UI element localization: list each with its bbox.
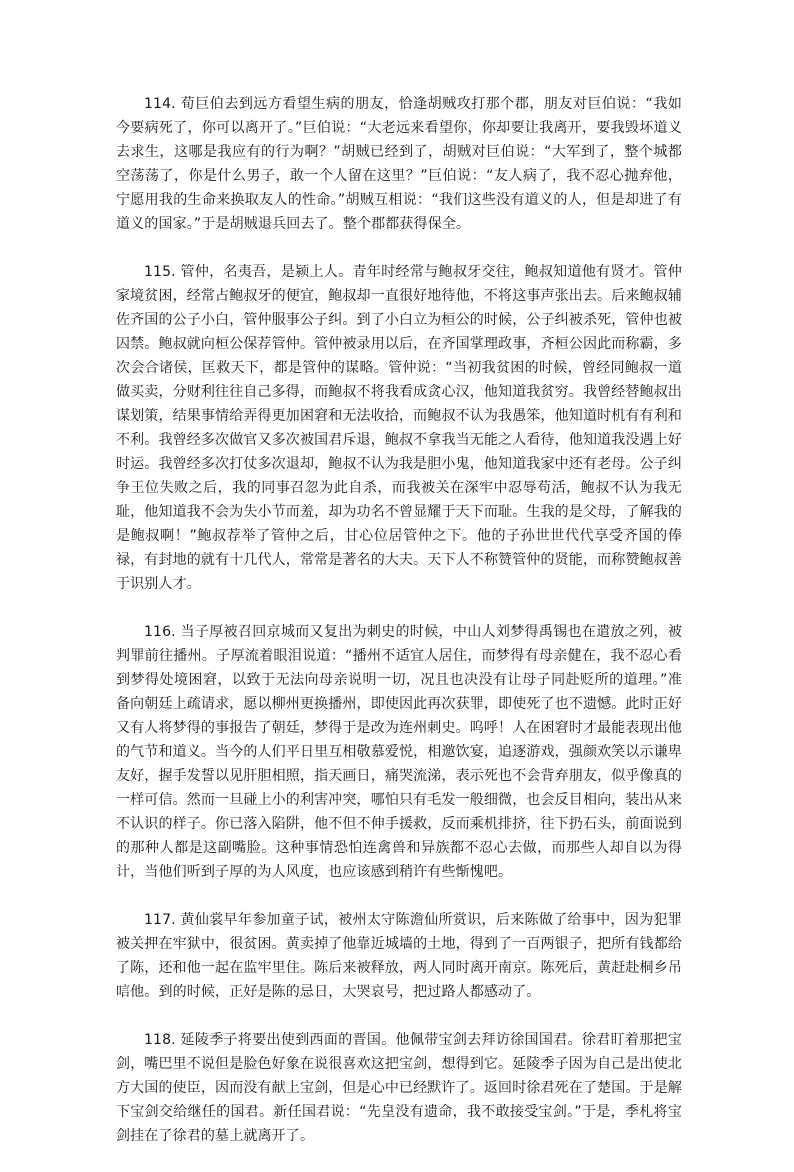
paragraph-116: 116. 当子厚被召回京城而又复出为刺史的时候，中山人刘梦得禹锡也在遣放之列，被判罪前往播州。子厚流着眼泪说道：“播州不适宜人居住，而梦得有母亲健在，我不忍心看到梦得处境困窘，以致于无法向母亲说明一切，况且也决没有让母子同赴贬所的道理。”准备向朝廷上疏请求，愿以柳州更换播州，即使因此再次获罪，即使死了也不遗憾。此时正好又有人将梦得的事报告了朝廷，梦得于是改为连州刺史。呜呼！人在困窘时才最能表现出他的气节和道义。当今的人们平日里互相敬慕爱悦，相邀饮宴，追逐游戏，强颜欢笑以示谦卑友好，握手发誓以见肝胆相照，指天画日，痛哭流涕，表示死也不会背弃朋友，似乎像真的一样可信。然而一旦碰上小的利害冲突，哪怕只有毛发一般细微，也会反目相向，装出从来不认识的样子。你已落入陷阱，他不但不伸手援救，反而乘机排挤，往下扔石头，前面说到的那种人都是这副嘴脸。这种事情恐怕连禽兽和异族都不忍心去做，而那些人却自以为得计，当他们听到子厚的为人风度，也应该感到稍许有些惭愧吧。: [116, 624, 682, 880]
document-body: [116, 92, 682, 1172]
paragraph-115: 115. 管仲，名夷吾，是颍上人。青年时经常与鲍叔牙交往，鲍叔知道他有贤才。管仲家境贫困，经常占鲍叔牙的便宜，鲍叔却一直很好地待他，不将这事声张出去。后来鲍叔辅佐齐国的公子小白，管仲服事公子纠。到了小白立为桓公的时候，公子纠被杀死，管仲也被囚禁。鲍叔就向桓公保荐管仲。管仲被录用以后，在齐国掌理政事，齐桓公因此而称霸，多次会合诸侯，匡救天下，都是管仲的谋略。管仲说：“当初我贫困的时候，曾经同鲍叔一道做买卖，分财利往往自己多得，而鲍叔不将我看成贪心汉，他知道我贫穷。我曾经替鲍叔出谋划策，结果事情给弄得更加困窘和无法收拾，而鲍叔不认为我愚笨，他知道时机有有利和不利。我曾经多次做官又多次被国君斥退，鲍叔不拿我当无能之人看待，他知道我没遇上好时运。我曾经多次打仗多次退却，鲍叔不认为我是胆小鬼，他知道我家中还有老母。公子纠争王位失败之后，我的同事召忽为此自杀，而我被关在深牢中忍辱苟活，鲍叔不认为我无耻，他知道我不会为失小节而羞，却为功名不曾显耀于天下而耻。生我的是父母，了解我的是鲍叔啊！”鲍叔荐举了管仲之后，甘心位居管仲之下。他的子孙世世代代享受齐国的俸禄，有封地的就有十几代人，常常是著名的大夫。天下人不称赞管仲的贤能，而称赞鲍叔善于识别人才。: [116, 264, 682, 592]
paragraph-114: 114. 荀巨伯去到远方看望生病的朋友，恰逢胡贼攻打那个郡，朋友对巨伯说：“我如今要病死了，你可以离开了。”巨伯说：“大老远来看望你，你却要让我离开，要我毁坏道义去求生，这哪是我应有的行为啊？”胡贼已经到了，胡贼对巨伯说：“大军到了，整个城都空荡荡了，你是什么男子，敢一个人留在这里？”巨伯说：“友人病了，我不忍心抛弃他，宁愿用我的生命来换取友人的性命。”胡贼互相说：“我们这些没有道义的人，但是却进了有道义的国家。”于是胡贼退兵回去了。整个郡都获得保全。: [116, 96, 682, 232]
paragraph-118: 118. 延陵季子将要出使到西面的晋国。他佩带宝剑去拜访徐国国君。徐君盯着那把宝剑，嘴巴里不说但是脸色好象在说很喜欢这把宝剑，想得到它。延陵季子因为自己是出使北方大国的使臣，因而没有献上宝剑，但是心中已经默许了。返回时徐君死在了楚国。于是解下宝剑交给继任的国君。新任国君说：“先皇没有遗命，我不敢接受宝剑。”于是，季札将宝剑挂在了徐君的墓上就离开了。: [116, 1032, 682, 1144]
paragraph-117: 117. 黄仙裳早年参加童子试，被州太守陈澹仙所赏识，后来陈做了给事中，因为犯罪被关押在牢狱中，很贫困。黄卖掉了他靠近城墙的土地，得到了一百两银子，把所有钱都给了陈，还和他一起在监牢里住。陈后来被释放，两人同时离开南京。陈死后，黄赶赴桐乡吊唁他。到的时候，正好是陈的忌日，大哭哀号，把过路人都感动了。: [116, 912, 682, 1000]
